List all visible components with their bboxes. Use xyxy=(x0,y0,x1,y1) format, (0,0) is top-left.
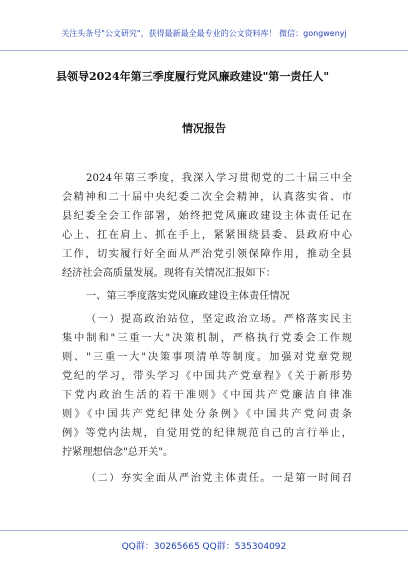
paragraph-line: （一）提高政治站位，坚定政治立场。严格落实民主 xyxy=(86,314,352,325)
document-title: 县领导2024年第三季度履行党风廉政建设"第一责任人" xyxy=(56,70,330,83)
paragraph-line: 则、"三重一大"决策事项清单等制度。加强对党章党规 xyxy=(62,352,352,363)
top-banner xyxy=(0,6,408,51)
section-heading: 一、第三季度落实党风廉政建设主体责任情况 xyxy=(86,291,290,302)
footer-qq-groups: QQ群：30265665 QQ群：535304092 xyxy=(121,542,287,552)
paragraph-line: 党纪的学习，带头学习《中国共产党章程》《关于新形势 xyxy=(62,371,352,382)
document-subtitle: 情况报告 xyxy=(182,122,226,135)
page-footer xyxy=(0,530,408,580)
paragraph-line: 2024年第三季度，我深入学习贯彻党的二十届三中全 xyxy=(86,173,352,184)
paragraph-line: 经济社会高质量发展。现将有关情况汇报如下： xyxy=(62,268,276,279)
paragraph-line: 下党内政治生活的若干准则》《中国共产党廉洁自律准 xyxy=(62,390,352,401)
paragraph-line: 例》等党内法规，自觉用党的纪律规范自己的言行举止， xyxy=(62,428,352,439)
banner-text: 关注头条号"公文研究"，获得最新最全最专业的公文资料库！ 微信：gongwenyj xyxy=(61,29,347,38)
paragraph-line: 工作，切实履行好全面从严治党引领保障作用，推动全县 xyxy=(62,249,352,260)
paragraph-line: 心上、扛在肩上、抓在手上，紧紧围绕县委、县政府中心 xyxy=(62,230,352,241)
paragraph-line: 集中制和"三重一大"决策机制，严格执行党委会工作规 xyxy=(62,333,352,344)
paragraph-line: （二）夯实全面从严治党主体责任。一是第一时间召 xyxy=(86,473,352,484)
paragraph-line: 会精神和二十届中央纪委二次全会精神，认真落实省、市 xyxy=(62,192,352,203)
paragraph-line: 县纪委全会工作部署，始终把党风廉政建设主体责任记在 xyxy=(62,211,352,222)
paragraph-line: 则》《中国共产党纪律处分条例》《中国共产党问责条 xyxy=(62,409,352,420)
paragraph-line: 拧紧理想信念"总开关"。 xyxy=(62,447,174,458)
